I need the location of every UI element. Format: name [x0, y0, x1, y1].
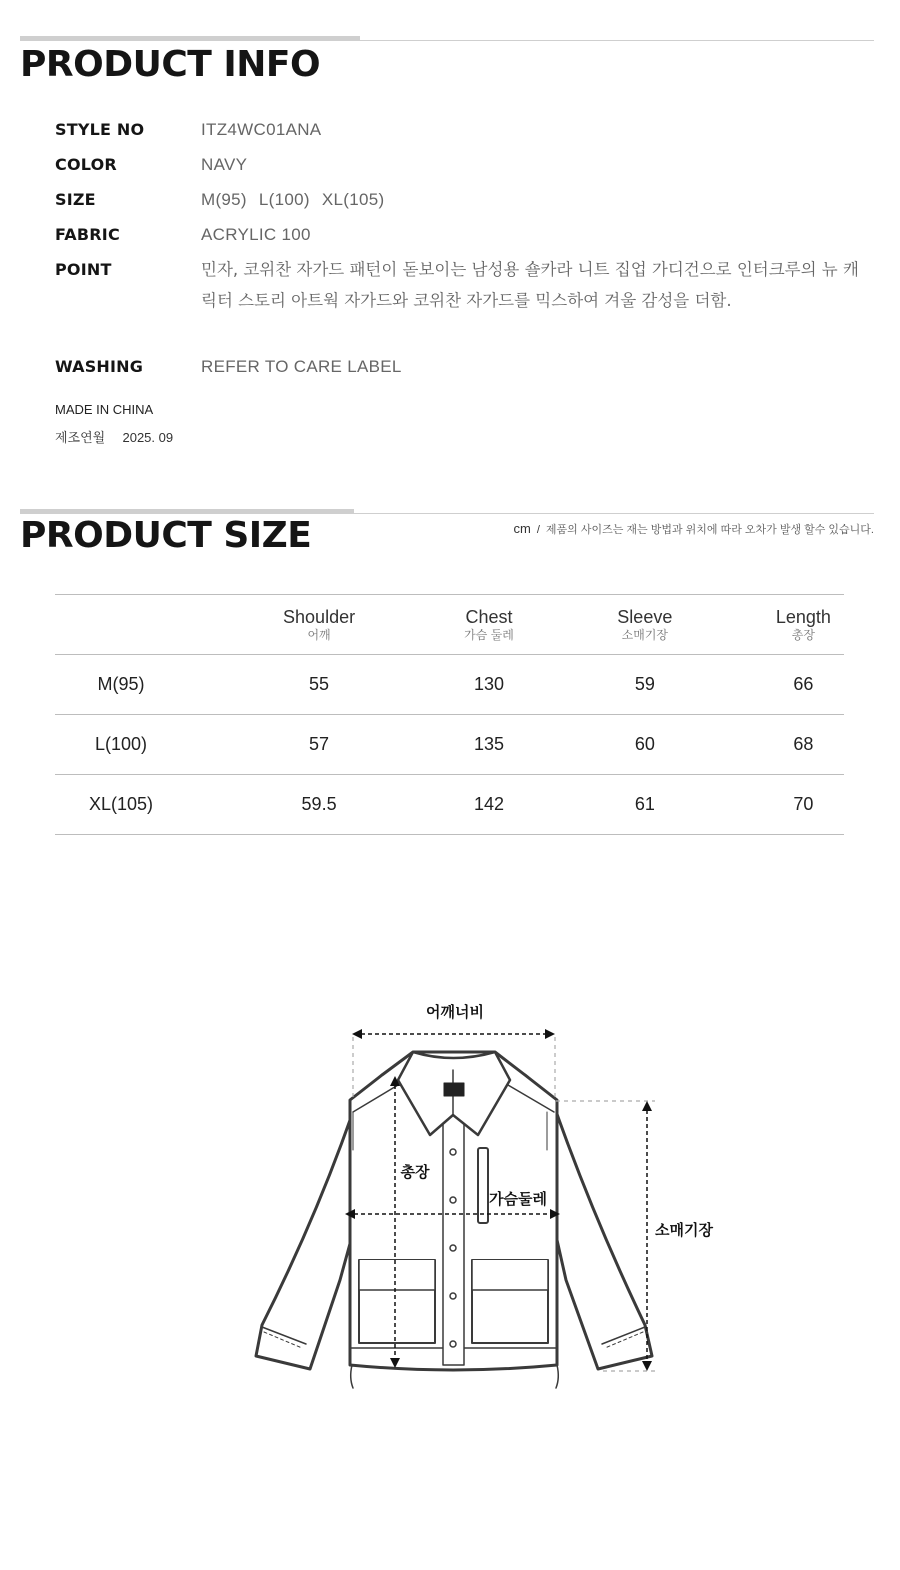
color-value: NAVY	[201, 155, 248, 174]
manufacture-date: 2025. 09	[122, 430, 174, 445]
header-sleeve: Sleeve 소매기장	[617, 607, 673, 642]
made-in: MADE IN CHINA	[55, 402, 154, 417]
manufacture-date-line	[55, 427, 173, 446]
fabric-value: ACRYLIC 100	[201, 225, 311, 244]
point-description: 민자, 코위찬 자가드 패턴이 돋보이는 남성용 숄카라 니트 집업 가디건으로 인터크루의 뉴 캐릭터 스토리 아트웍 자가드와 코위찬 자가드를 믹스하여 겨울 감성을 더함.	[201, 260, 859, 310]
size-section-rule	[20, 513, 874, 514]
note-slash: /	[536, 524, 540, 536]
product-size-title: PRODUCT SIZE	[20, 515, 312, 556]
size-unit: cm	[513, 521, 531, 536]
row-size: XL(105)	[88, 794, 154, 814]
chest-label: 가슴둘레	[489, 1190, 547, 1208]
size-label: SIZE	[55, 190, 96, 209]
cell-sleeve: 59	[634, 674, 655, 694]
cell-length: 66	[793, 674, 814, 694]
cell-shoulder: 59.5	[301, 794, 337, 814]
fabric-label: FABRIC	[55, 225, 120, 244]
sleeve-label: 소매기장	[655, 1221, 713, 1239]
cell-chest: 130	[473, 674, 504, 694]
size-table-header	[55, 595, 844, 655]
jacket-drawing	[256, 1052, 652, 1388]
cell-length: 70	[793, 794, 814, 814]
manufacture-label: 제조연월	[55, 430, 106, 445]
product-info-title: PRODUCT INFO	[20, 44, 321, 85]
color-label: COLOR	[55, 155, 117, 174]
table-row	[55, 715, 844, 775]
info-section-rule	[20, 40, 874, 41]
washing-label: WASHING	[55, 357, 144, 376]
cell-chest: 142	[473, 794, 504, 814]
cell-shoulder: 55	[309, 674, 330, 694]
row-size: L(100)	[95, 734, 148, 754]
size-option: L(100)	[258, 190, 310, 209]
size-table	[55, 594, 844, 835]
header-chest: Chest 가슴 둘레	[464, 607, 514, 642]
size-option: M(95)	[201, 190, 247, 209]
cell-shoulder: 57	[309, 734, 330, 754]
measurement-diagram	[0, 990, 900, 1410]
style-no-label: STYLE NO	[55, 120, 145, 139]
info-section-bar	[20, 36, 360, 40]
table-row	[55, 775, 844, 835]
table-row	[55, 655, 844, 715]
header-length: Length 총장	[775, 607, 831, 642]
size-section-bar	[20, 509, 354, 513]
style-no-value: ITZ4WC01ANA	[201, 120, 322, 139]
header-shoulder: Shoulder 어깨	[283, 607, 356, 642]
cell-length: 68	[793, 734, 814, 754]
washing-value: REFER TO CARE LABEL	[201, 357, 402, 376]
neck-label-icon	[444, 1083, 464, 1096]
cell-sleeve: 61	[634, 794, 655, 814]
point-label: POINT	[55, 260, 112, 279]
size-note: 제품의 사이즈는 재는 방법과 위치에 따라 오차가 발생 할수 있습니다.	[545, 524, 874, 536]
cell-chest: 135	[473, 734, 504, 754]
row-size: M(95)	[97, 674, 145, 694]
size-unit-note	[514, 521, 875, 537]
size-values	[201, 190, 384, 210]
header-empty	[55, 595, 187, 655]
size-option: XL(105)	[321, 190, 385, 209]
shoulder-label: 어깨너비	[426, 1003, 484, 1021]
cell-sleeve: 60	[634, 734, 655, 754]
length-label: 총장	[400, 1163, 430, 1181]
